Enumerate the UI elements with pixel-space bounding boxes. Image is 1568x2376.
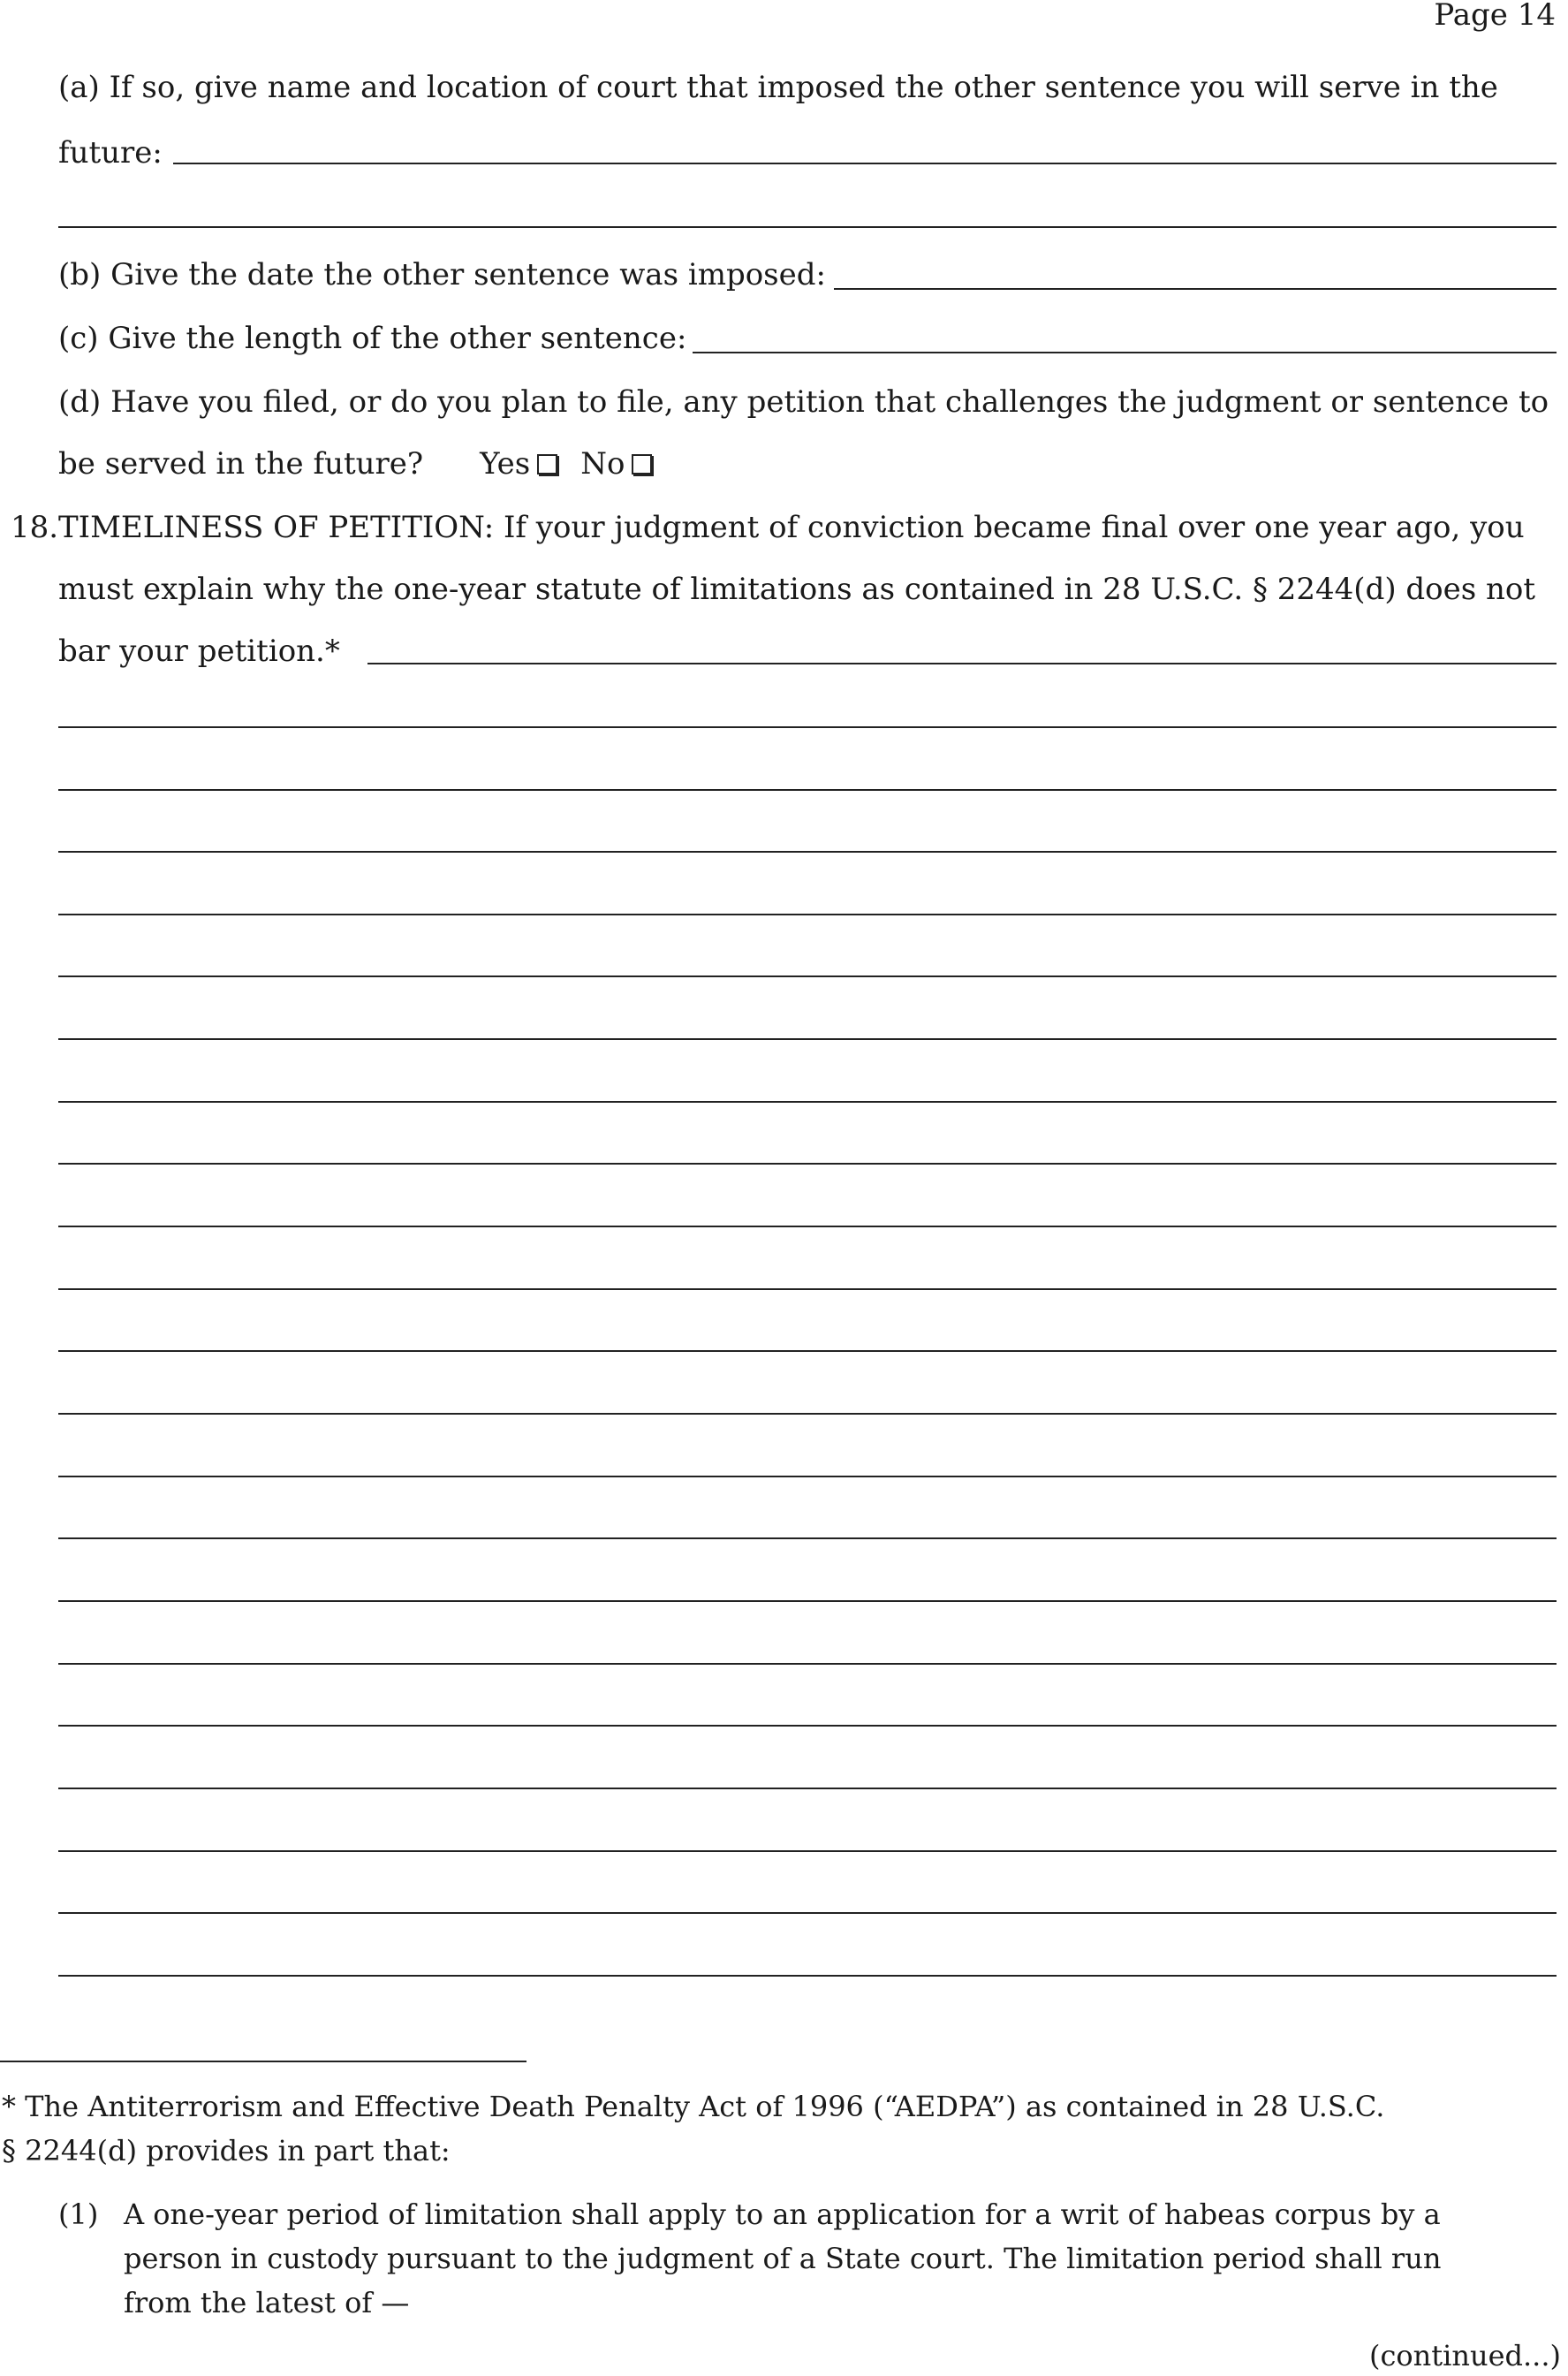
q17a-answer-line-2[interactable]	[58, 226, 1557, 228]
continued-note: (continued...)	[1368, 2339, 1561, 2372]
yes-label: Yes	[480, 446, 531, 482]
q17c-label: (c) Give the length of the other sentence:	[58, 321, 687, 356]
q18-answer-line[interactable]	[58, 1725, 1557, 1727]
q18-answer-line[interactable]	[58, 1038, 1557, 1040]
q18-answer-line[interactable]	[58, 726, 1557, 728]
q17a-label-line1: (a) If so, give name and location of court that imposed the other sentence you will serve in the	[58, 70, 1498, 105]
footnote-line2: § 2244(d) provides in part that:	[2, 2134, 451, 2167]
q18-answer-line[interactable]	[58, 914, 1557, 915]
q18-text-line1: TIMELINESS OF PETITION: If your judgment of conviction became final over one year ago, you	[58, 510, 1525, 545]
q17d-question-text: be served in the future?	[58, 446, 424, 482]
q18-answer-line[interactable]	[58, 789, 1557, 791]
q18-answer-line[interactable]	[58, 975, 1557, 977]
q18-answer-line-first[interactable]	[367, 663, 1557, 664]
footnote-item-line3: from the latest of —	[124, 2286, 410, 2319]
q17a-label-line2: future:	[58, 135, 163, 171]
footnote-line1: * The Antiterrorism and Effective Death Penalty Act of 1996 (“AEDPA”) as contained in 28 U.S.C.	[2, 2090, 1385, 2123]
q18-answer-line[interactable]	[58, 1912, 1557, 1914]
q18-answer-line[interactable]	[58, 1413, 1557, 1415]
no-label: No	[580, 446, 625, 482]
q18-answer-line[interactable]	[58, 1226, 1557, 1227]
q18-answer-line[interactable]	[58, 1476, 1557, 1477]
q18-text-line2: must explain why the one-year statute of limitations as contained in 28 U.S.C. § 2244(d) does not	[58, 572, 1536, 607]
q18-answer-line[interactable]	[58, 1350, 1557, 1352]
footnote-item-line1: A one-year period of limitation shall apply to an application for a writ of habeas corpus by a	[124, 2198, 1441, 2231]
q18-answer-line[interactable]	[58, 1537, 1557, 1539]
q18-answer-line[interactable]	[58, 1850, 1557, 1852]
footnote-item-line2: person in custody pursuant to the judgment of a State court. The limitation period shall run	[124, 2242, 1442, 2275]
q17b-label: (b) Give the date the other sentence was imposed:	[58, 257, 826, 292]
q18-answer-line[interactable]	[58, 1600, 1557, 1602]
q18-answer-line[interactable]	[58, 1288, 1557, 1290]
q17b-answer-line[interactable]	[834, 288, 1557, 290]
yes-checkbox[interactable]	[537, 454, 557, 474]
footnote-item-number: (1)	[58, 2198, 99, 2231]
q18-answer-line[interactable]	[58, 1663, 1557, 1665]
q18-answer-line[interactable]	[58, 1975, 1557, 1977]
q18-answer-line[interactable]	[58, 851, 1557, 853]
q18-number: 18.	[11, 510, 59, 545]
q17d-label-line2	[58, 446, 675, 482]
q17a-answer-line-1[interactable]	[173, 163, 1557, 164]
q18-answer-line[interactable]	[58, 1101, 1557, 1103]
no-checkbox[interactable]	[632, 454, 652, 474]
page-number: Page 14	[1434, 0, 1556, 33]
q18-answer-line[interactable]	[58, 1163, 1557, 1165]
q17d-label-line1: (d) Have you filed, or do you plan to file, any petition that challenges the judgment or sentence to	[58, 384, 1549, 420]
q18-answer-line[interactable]	[58, 1788, 1557, 1789]
q18-text-line3: bar your petition.*	[58, 634, 340, 669]
q17c-answer-line[interactable]	[693, 352, 1557, 353]
footnote-separator	[0, 2061, 526, 2062]
